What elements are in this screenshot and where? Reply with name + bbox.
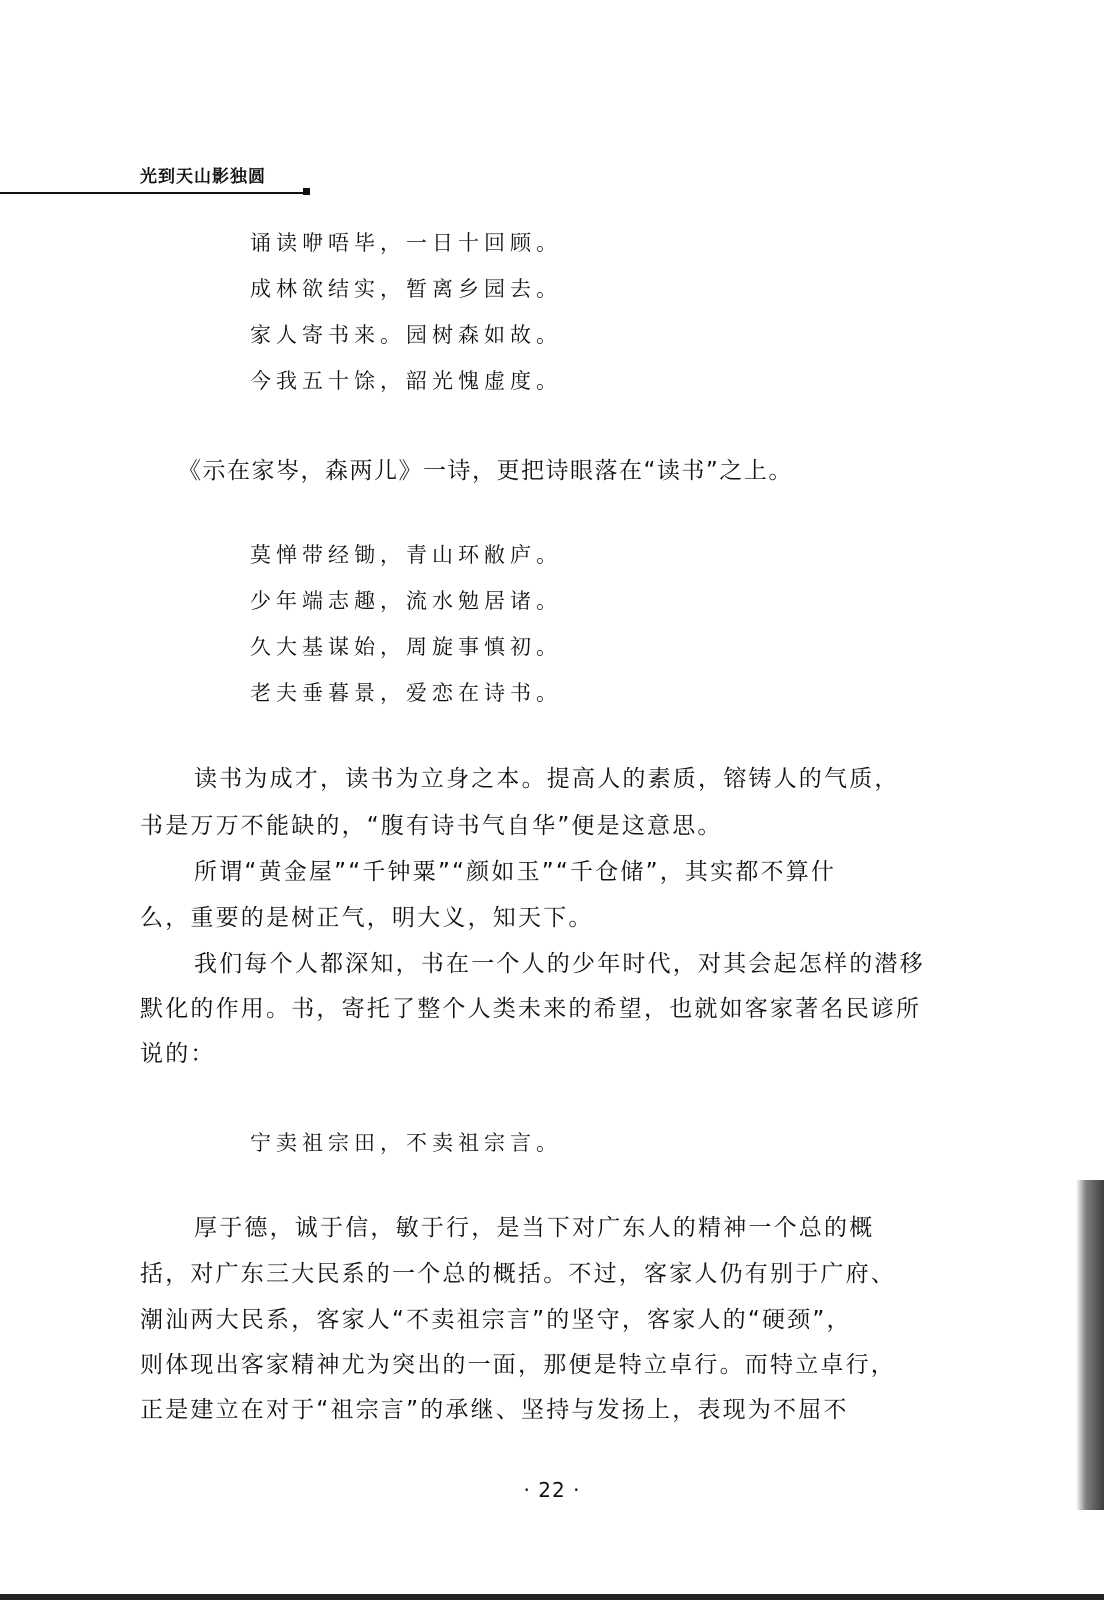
paragraph-line: 厚于德，诚于信，敏于行，是当下对广东人的精神一个总的概 [194,1215,875,1241]
header-square-mark [303,188,310,195]
running-header-title: 光到天山影独圆 [140,167,266,187]
poem-line: 成林欲结实，暂离乡园去。 [250,277,562,301]
paragraph-line: 默化的作用。书，寄托了整个人类未来的希望，也就如客家著名民谚所 [140,996,922,1022]
intro-sentence: 《示在家岑，森两儿》一诗，更把诗眼落在“读书”之上。 [178,458,793,484]
paragraph-line: 读书为成才，读书为立身之本。提高人的素质，镕铸人的气质， [194,766,900,792]
paragraph-line: 书是万万不能缺的，“腹有诗书气自华”便是这意思。 [140,813,723,839]
proverb-line: 宁卖祖宗田，不卖祖宗言。 [250,1131,562,1155]
paragraph-line: 潮汕两大民系，客家人“不卖祖宗言”的坚守，客家人的“硬颈”， [140,1307,852,1333]
poem-block-2 [250,532,562,716]
scan-edge-shadow [1076,1180,1104,1510]
paragraph-line: 括，对广东三大民系的一个总的概括。不过，客家人仍有别于广府、 [140,1261,896,1287]
paragraph-line: 则体现出客家精神尤为突出的一面，那便是特立卓行。而特立卓行， [140,1352,896,1378]
poem-line: 莫惮带经锄，青山环敝庐。 [250,543,562,567]
paragraph-line: 我们每个人都深知，书在一个人的少年时代，对其会起怎样的潜移 [194,951,925,977]
running-header [0,166,310,194]
poem-line: 老夫垂暮景，爱恋在诗书。 [250,681,562,705]
paragraph-line: 么，重要的是树正气，明大义，知天下。 [140,905,594,931]
poem-line: 家人寄书来。园树森如故。 [250,323,562,347]
poem-line: 今我五十馀，韶光愧虚度。 [250,369,562,393]
paragraph-line: 正是建立在对于“祖宗言”的承继、坚持与发扬上，表现为不屈不 [140,1397,849,1423]
paragraph-line: 说的： [140,1041,216,1067]
page-number: · 22 · [523,1478,581,1502]
poem-block-1 [250,220,562,404]
scan-bottom-edge [0,1594,1104,1600]
proverb-block [250,1120,562,1166]
paragraph-line: 所谓“黄金屋”“千钟粟”“颜如玉”“千仓储”，其实都不算什 [194,859,837,885]
poem-line: 少年端志趣，流水勉居诸。 [250,589,562,613]
poem-line: 诵读咿唔毕，一日十回顾。 [250,231,562,255]
poem-line: 久大基谋始，周旋事慎初。 [250,635,562,659]
